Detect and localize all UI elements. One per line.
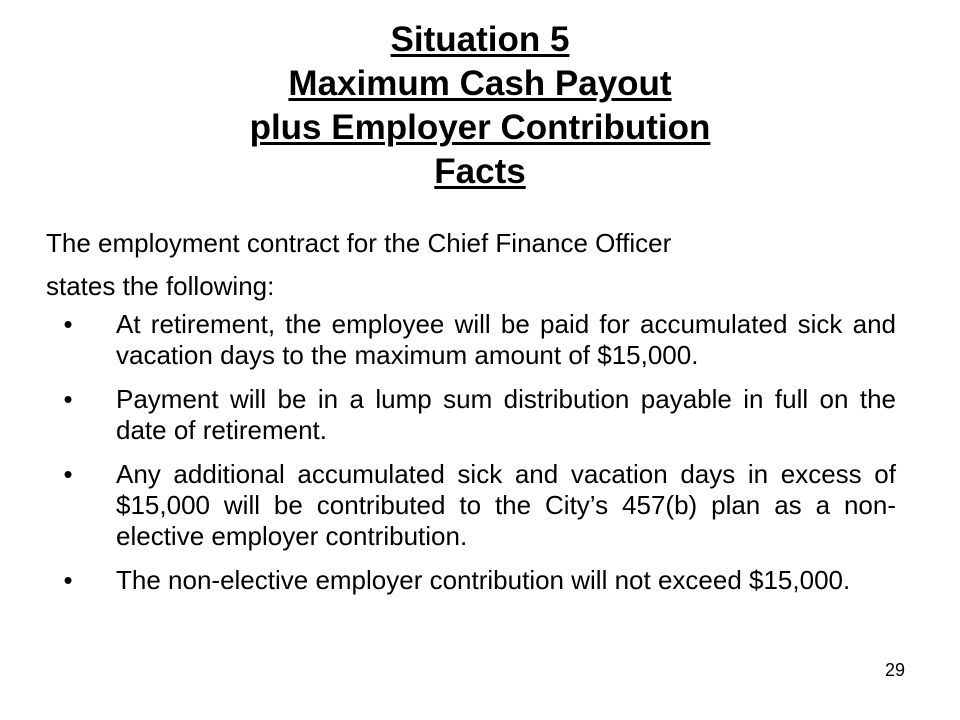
page-number: 29: [884, 660, 905, 680]
title-line-situation: Situation 5: [390, 20, 570, 59]
intro-paragraph: [46, 222, 926, 308]
bullet-item-contribution-limit: [46, 565, 906, 596]
title-line-employer-contribution: plus Employer Contribution: [249, 108, 711, 147]
bullet-item-retirement-payout: [46, 309, 906, 371]
bullet-item-excess-contribution: [46, 459, 906, 552]
facts-bullet-list: [46, 309, 906, 609]
intro-line-2: states the following:: [46, 271, 275, 301]
bullet-item-lump-sum: [46, 384, 906, 446]
bullet-text: Any additional accumulated sick and vacation days in excess of $15,000 will be contributed to the City’s 457(b) plan as a non-elective employer contribution.: [116, 459, 896, 551]
title-line-maximum-cash-payout: Maximum Cash Payout: [288, 64, 672, 103]
bullet-text: At retirement, the employee will be paid for accumulated sick and vacation days to the maximum amount of $15,000.: [116, 309, 896, 370]
slide-title: [0, 18, 960, 194]
intro-line-1: The employment contract for the Chief Finance Officer: [46, 228, 672, 258]
bullet-marker-icon: •: [63, 309, 73, 339]
bullet-marker-icon: •: [63, 565, 73, 595]
title-line-facts: Facts: [434, 152, 526, 191]
bullet-text: Payment will be in a lump sum distribution payable in full on the date of retirement.: [116, 384, 896, 445]
bullet-marker-icon: •: [63, 384, 73, 414]
bullet-text: The non-elective employer contribution will not exceed $15,000.: [116, 565, 851, 595]
bullet-marker-icon: •: [63, 459, 73, 489]
